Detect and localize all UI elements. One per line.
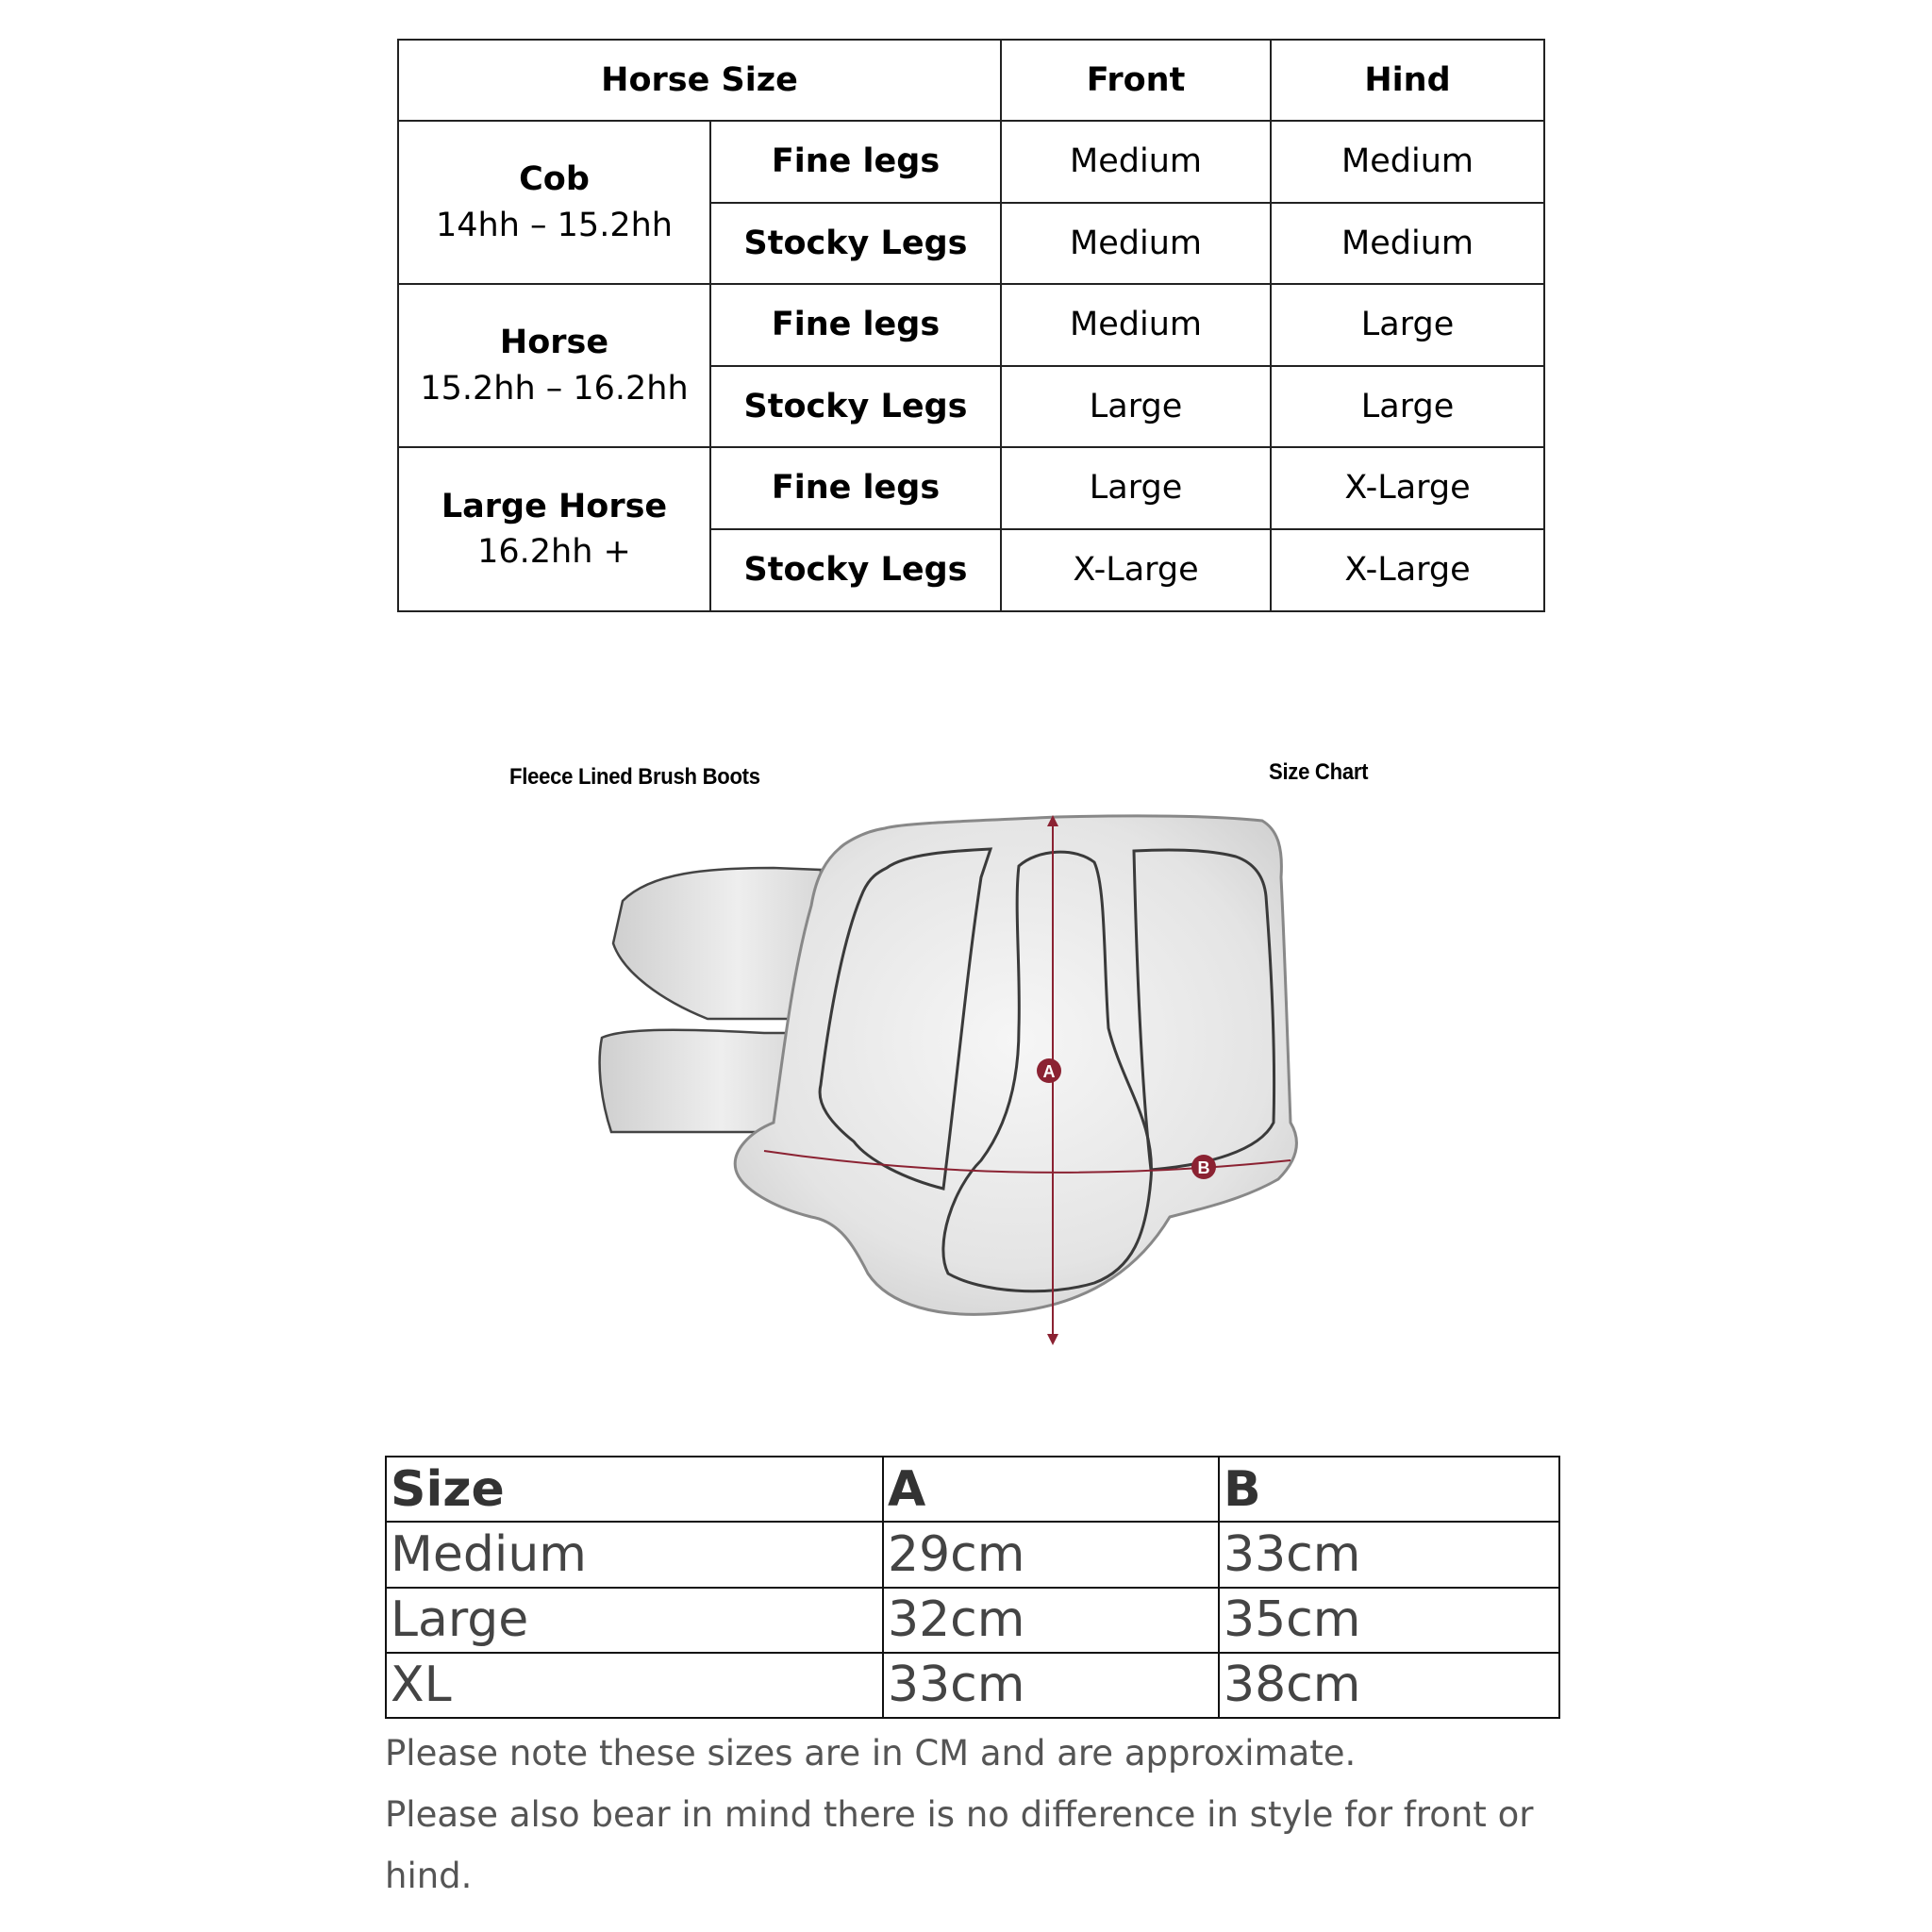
measure-b: 35cm [1219, 1588, 1559, 1653]
front-size: Large [1001, 366, 1271, 447]
measure-b: 33cm [1219, 1522, 1559, 1587]
marker-b-label: B [1197, 1158, 1210, 1177]
table-row [386, 1522, 1559, 1587]
marker-b [1191, 1155, 1216, 1179]
group-name: Horse [499, 324, 609, 362]
measure-a: 33cm [883, 1653, 1219, 1718]
header-b: B [1219, 1457, 1559, 1522]
measure-a: 32cm [883, 1588, 1219, 1653]
group-cell-horse [398, 284, 710, 447]
header-a: A [883, 1457, 1219, 1522]
size-measurement-table [385, 1456, 1560, 1719]
front-size: Medium [1001, 121, 1271, 203]
group-cell-cob [398, 121, 710, 284]
size-name: Medium [386, 1522, 883, 1587]
header-front: Front [1001, 40, 1271, 121]
legs-type: Stocky Legs [710, 529, 1001, 611]
note-front-hind: Please also bear in mind there is no difference in style for front or hind. [385, 1794, 1534, 1896]
diagram-caption-size-chart: Size Chart [1269, 759, 1369, 785]
size-name: XL [386, 1653, 883, 1718]
group-name: Cob [519, 160, 590, 199]
horse-size-fit-table [397, 39, 1545, 612]
header-horse-size: Horse Size [398, 40, 1001, 121]
front-size: Large [1001, 447, 1271, 529]
group-height-range: 15.2hh – 16.2hh [420, 369, 689, 408]
front-size: Medium [1001, 203, 1271, 284]
hind-size: X-Large [1271, 529, 1544, 611]
front-size: Medium [1001, 284, 1271, 366]
table-row [386, 1588, 1559, 1653]
group-name: Large Horse [441, 487, 668, 525]
size-notes [385, 1723, 1574, 1907]
fit-table-header-row [398, 40, 1544, 121]
table-row [386, 1653, 1559, 1718]
hind-size: Large [1271, 366, 1544, 447]
group-height-range: 16.2hh + [477, 533, 631, 571]
hind-size: Medium [1271, 121, 1544, 203]
measure-b: 38cm [1219, 1653, 1559, 1718]
legs-type: Stocky Legs [710, 366, 1001, 447]
brush-boot-diagram [491, 745, 1434, 1368]
group-height-range: 14hh – 15.2hh [436, 206, 673, 244]
hind-size: Large [1271, 284, 1544, 366]
note-approximate: Please note these sizes are in CM and are approximate. [385, 1733, 1357, 1774]
diagram-caption-product: Fleece Lined Brush Boots [509, 764, 760, 790]
size-table-header-row [386, 1457, 1559, 1522]
hind-size: X-Large [1271, 447, 1544, 529]
marker-a-label: A [1042, 1062, 1056, 1081]
legs-type: Stocky Legs [710, 203, 1001, 284]
group-cell-large-horse [398, 447, 710, 611]
table-row [398, 447, 1544, 529]
brush-boot-illustration [491, 745, 1434, 1368]
header-hind: Hind [1271, 40, 1544, 121]
measure-a: 29cm [883, 1522, 1219, 1587]
hind-size: Medium [1271, 203, 1544, 284]
table-row [398, 121, 1544, 203]
front-size: X-Large [1001, 529, 1271, 611]
header-size: Size [386, 1457, 883, 1522]
size-name: Large [386, 1588, 883, 1653]
legs-type: Fine legs [710, 447, 1001, 529]
marker-a [1037, 1058, 1061, 1083]
legs-type: Fine legs [710, 284, 1001, 366]
table-row [398, 284, 1544, 366]
legs-type: Fine legs [710, 121, 1001, 203]
